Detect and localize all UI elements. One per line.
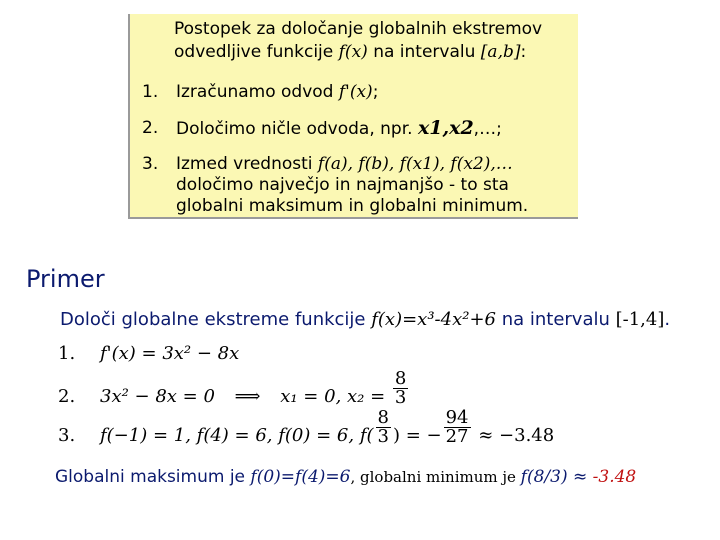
title-line-1: Postopek za določanje globalnih ekstremov — [174, 19, 543, 39]
conclusion: Globalni maksimum je f(0)=f(4)=6, globalni minimum je f(8/3) ≈ -3.48 — [55, 467, 637, 487]
implies-icon: ⟹ — [234, 386, 261, 407]
procedure-title — [174, 18, 542, 64]
procedure-box: Postopek za določanje globalnih ekstremov odvedljive funkcije f(x) na intervalu [a,b]: 1. Izračunamo odvod f'(x); 2. Določimo ničle odvoda, npr. x1,x2,…; 3. Izmed vrednosti f(a), f(b), f(x1), f(x2),… določimo največjo in najmanjšo - to sta globalni maksimum in globalni minimum. — [128, 14, 578, 219]
example-heading: Primer — [26, 265, 105, 293]
title-line-2: odvedljive funkcije f(x) na intervalu [a,b]: — [174, 42, 527, 62]
problem-statement: Določi globalne ekstreme funkcije f(x)=x³-4x²+6 na intervalu [-1,4]. — [60, 309, 671, 330]
